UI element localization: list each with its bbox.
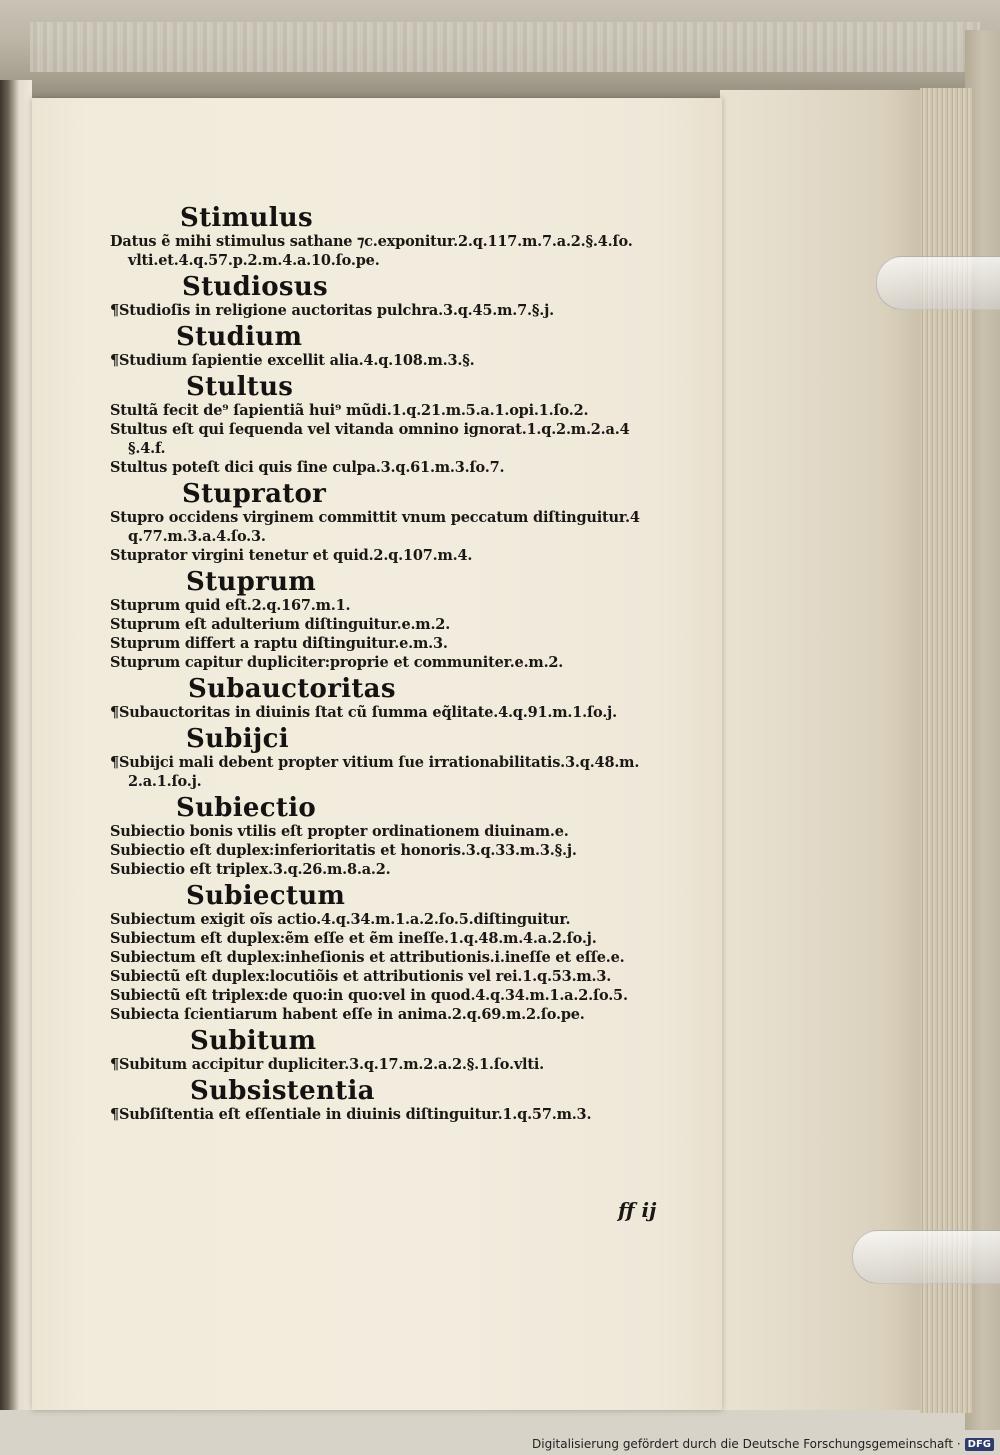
entry-line: Datus ẽ mihi stimulus sathane ⁊c.exponitur.2.q.117.m.7.a.2.§.4.ſo. (110, 233, 633, 250)
entry-line: Subiectum eſt duplex:ẽm eſſe et ẽm ineſſe.1.q.48.m.4.a.2.ſo.j. (110, 930, 597, 947)
entry-heading: Subiectum (186, 881, 346, 911)
entry-line: Stuprum differt a raptu diſtinguitur.e.m.3. (110, 635, 448, 652)
entry-line: Stultus eſt qui ſequenda vel vitanda omnino ignorat.1.q.2.m.2.a.4 (110, 421, 630, 438)
dfg-logo-icon: DFG (965, 1438, 994, 1451)
entry-heading: Stimulus (180, 203, 313, 233)
entry-heading: Stultus (186, 372, 294, 402)
entry-line: ¶Studioſis in religione auctoritas pulchra.3.q.45.m.7.§.j. (110, 302, 554, 319)
entry-line: Subiectũ eſt triplex:de quo:in quo:vel in quod.4.q.34.m.1.a.2.ſo.5. (110, 987, 628, 1004)
entry-line: ¶Subitum accipitur dupliciter.3.q.17.m.2.a.2.§.1.ſo.vlti. (110, 1056, 545, 1073)
page-clip-bottom (852, 1230, 1000, 1284)
entry-line: Stuprator virgini tenetur et quid.2.q.107.m.4. (110, 547, 473, 564)
page-clip-top (876, 256, 1000, 310)
entry-heading: Studium (176, 322, 303, 352)
entry-line: vlti.et.4.q.57.p.2.m.4.a.10.ſo.pe. (128, 252, 380, 269)
entry-line: ¶Subauctoritas in diuinis ſtat cũ ſumma eq̃litate.4.q.91.m.1.ſo.j. (110, 704, 617, 721)
entry-line: Subiecta ſcientiarum habent eſſe in anima.2.q.69.m.2.ſo.pe. (110, 1006, 585, 1023)
entry-line: ¶Subſiſtentia eſt eſſentiale in diuinis diſtinguitur.1.q.57.m.3. (110, 1106, 592, 1123)
entry-line: Stupro occidens virginem committit vnum peccatum diſtinguitur.4 (110, 509, 640, 526)
entry-line: Subiectum exigit oĩs actio.4.q.34.m.1.a.2.ſo.5.diſtinguitur. (110, 911, 571, 928)
entry-heading: Subitum (190, 1026, 317, 1056)
entry-line: Subiectio bonis vtilis eſt propter ordinationem diuinam.e. (110, 823, 569, 840)
entry-line: Stuprum capitur dupliciter:proprie et communiter.e.m.2. (110, 654, 564, 671)
entry-line: ¶Subijci mali debent propter vitium ſue irrationabilitatis.3.q.48.m. (110, 754, 640, 771)
signature-mark: ff ij (618, 1198, 657, 1222)
entry-line: Subiectum eſt duplex:inheſionis et attributionis.i.ineſſe et eſſe.e. (110, 949, 625, 966)
entry-heading: Subauctoritas (188, 674, 396, 704)
entry-heading: Studiosus (182, 272, 328, 302)
left-page-curl (0, 80, 32, 1410)
entry-heading: Stuprator (182, 479, 327, 509)
entry-line: 2.a.1.ſo.j. (128, 773, 202, 790)
entry-heading: Subsistentia (190, 1076, 375, 1106)
entry-line: Stultus poteſt dici quis ſine culpa.3.q.61.m.3.ſo.7. (110, 459, 505, 476)
entry-line: Stultã fecit de⁹ ſapientiã hui⁹ mũdi.1.q.21.m.5.a.1.opi.1.ſo.2. (110, 402, 589, 419)
entry-line: q.77.m.3.a.4.ſo.3. (128, 528, 266, 545)
entry-heading: Stuprum (186, 567, 317, 597)
entry-line: Stuprum eſt adulterium diſtinguitur.e.m.2. (110, 616, 451, 633)
page-text-column (110, 205, 750, 1124)
dfg-watermark (532, 1437, 994, 1451)
entry-heading: Subiectio (176, 793, 317, 823)
entry-line: §.4.f. (128, 440, 166, 457)
entry-line: Subiectio eſt triplex.3.q.26.m.8.a.2. (110, 861, 391, 878)
entry-line: Subiectũ eſt duplex:locutiõis et attributionis vel rei.1.q.53.m.3. (110, 968, 612, 985)
entry-line: Subiectio eſt duplex:inferioritatis et honoris.3.q.33.m.3.§.j. (110, 842, 577, 859)
entry-heading: Subijci (186, 724, 289, 754)
watermark-text: Digitalisierung gefördert durch die Deutsche Forschungsgemeinschaft · (532, 1437, 961, 1451)
entry-line: Stuprum quid eſt.2.q.167.m.1. (110, 597, 351, 614)
entry-line: ¶Studium ſapientie excellit alia.4.q.108.m.3.§. (110, 352, 475, 369)
